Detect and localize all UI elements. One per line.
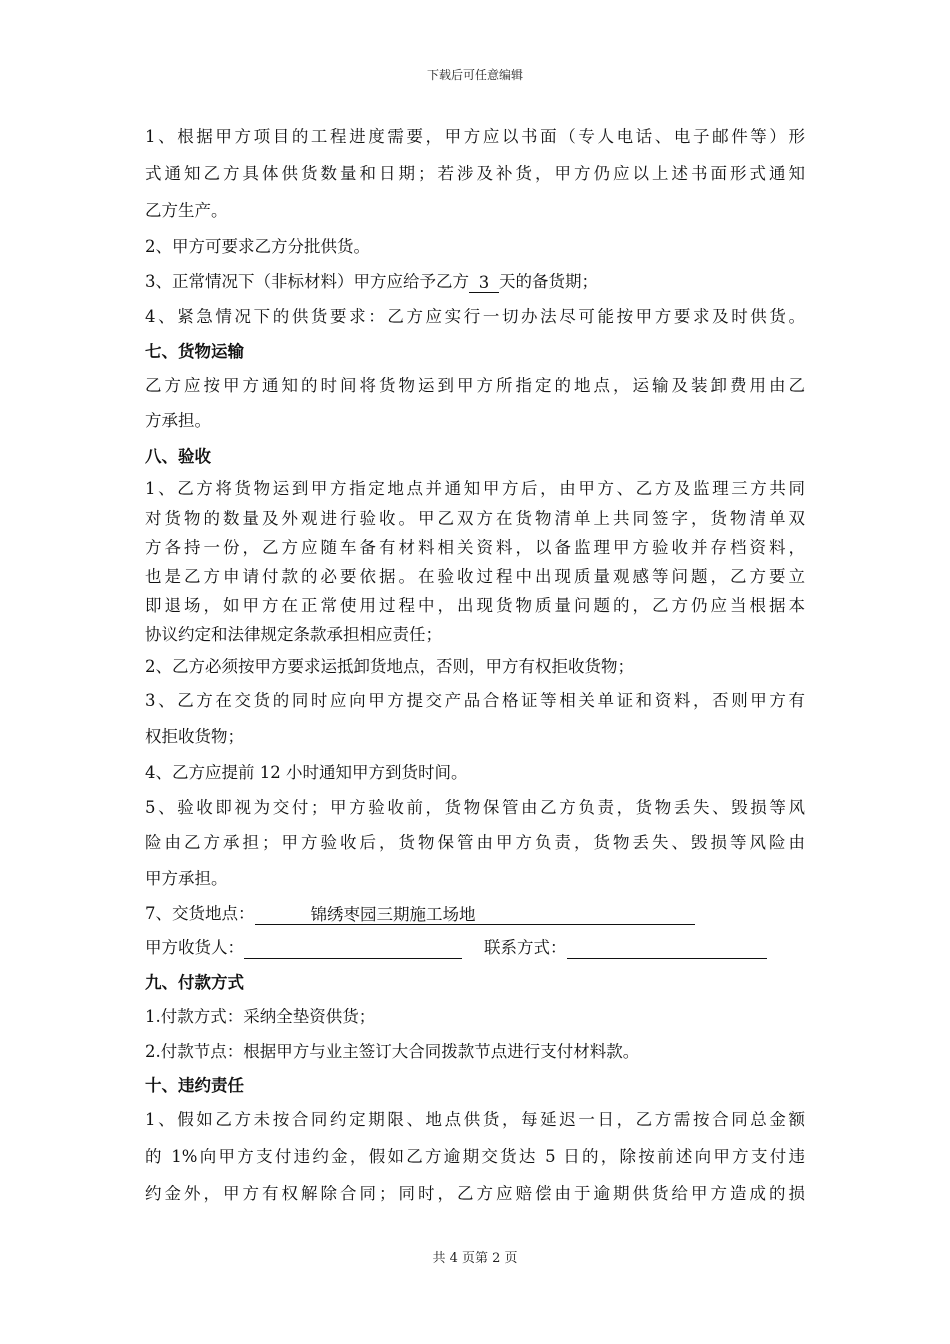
s8-line-7: 2、乙方必须按甲方要求运抵卸货地点，否则，甲方有权拒收货物； [145,657,634,676]
s6-line-5 [145,271,805,293]
s6-line-2: 式通知乙方具体供货数量和日期；若涉及补货，甲方仍应以上述书面形式通知 [145,164,805,183]
s8-line-2: 对货物的数量及外观进行验收。甲乙双方在货物清单上共同签字，货物清单双 [145,509,805,528]
delivery-location-label: 7、交货地点： [145,904,255,923]
s9-line-1: 1.付款方式：采纳全垫资供货； [145,1007,376,1026]
s6-line-6: 4、紧急情况下的供货要求：乙方应实行一切办法尽可能按甲方要求及时供货。 [145,307,805,326]
s8-line-12: 险由乙方承担；甲方验收后，货物保管由甲方负责，货物丢失、毁损等风险由 [145,833,805,852]
s8-line-5: 即退场，如甲方在正常使用过程中，出现货物质量问题的，乙方仍应当根据本 [145,596,805,615]
contact-label: 联系方式： [484,938,567,957]
receiver-label: 甲方收货人： [145,938,244,957]
s6-line-5-post: 天的备货期； [499,272,598,291]
prep-days-value: 3 [469,272,499,293]
s8-line-10: 4、乙方应提前 12 小时通知甲方到货时间。 [145,763,468,782]
s8-line-13: 甲方承担。 [145,869,228,888]
section-7-title: 七、货物运输 [145,342,244,361]
s7-line-2: 方承担。 [145,411,211,430]
s8-line-6: 协议约定和法律规定条款承担相应责任； [145,625,442,644]
s7-line-1: 乙方应按甲方通知的时间将货物运到甲方所指定的地点，运输及装卸费用由乙 [145,376,805,395]
delivery-location-row [145,903,805,925]
s8-line-1: 1、乙方将货物运到甲方指定地点并通知甲方后，由甲方、乙方及监理三方共同 [145,479,805,498]
page-header: 下载后可任意编辑 [426,68,523,82]
s10-line-1: 1、假如乙方未按合同约定期限、地点供货，每延迟一日，乙方需按合同总金额 [145,1110,805,1129]
s10-line-3: 约金外，甲方有权解除合同；同时，乙方应赔偿由于逾期供货给甲方造成的损 [145,1184,805,1203]
delivery-location-value: 锦绣枣园三期施工场地 [310,905,476,924]
contact-blank [567,938,767,959]
s6-line-3: 乙方生产。 [145,201,228,220]
s6-line-4: 2、甲方可要求乙方分批供货。 [145,237,370,256]
receiver-blank [244,938,462,959]
section-8-title: 八、验收 [145,447,211,466]
s6-line-5-pre: 3、正常情况下（非标材料）甲方应给予乙方 [145,272,469,291]
s9-line-2: 2.付款节点：根据甲方与业主签订大合同拨款节点进行支付材料款。 [145,1042,640,1061]
s10-line-2: 的 1%向甲方支付违约金，假如乙方逾期交货达 5 日的，除按前述向甲方支付违 [145,1147,805,1166]
s8-line-9: 权拒收货物； [145,727,244,746]
s6-line-1: 1、根据甲方项目的工程进度需要，甲方应以书面（专人电话、电子邮件等）形 [145,127,805,146]
s8-line-11: 5、验收即视为交付；甲方验收前，货物保管由乙方负责，货物丢失、毁损等风 [145,798,805,817]
page-footer: 共 4 页第 2 页 [432,1251,518,1266]
s8-line-8: 3、乙方在交货的同时应向甲方提交产品合格证等相关单证和资料，否则甲方有 [145,691,805,710]
section-9-title: 九、付款方式 [145,973,244,992]
s8-line-3: 方各持一份，乙方应随车备有材料相关资料，以备监理甲方验收并存档资料， [145,538,805,557]
s8-line-4: 也是乙方申请付款的必要依据。在验收过程中出现质量观感等问题，乙方要立 [145,567,805,586]
section-10-title: 十、违约责任 [145,1076,244,1095]
receiver-row [145,937,805,959]
delivery-location-field [255,904,695,925]
